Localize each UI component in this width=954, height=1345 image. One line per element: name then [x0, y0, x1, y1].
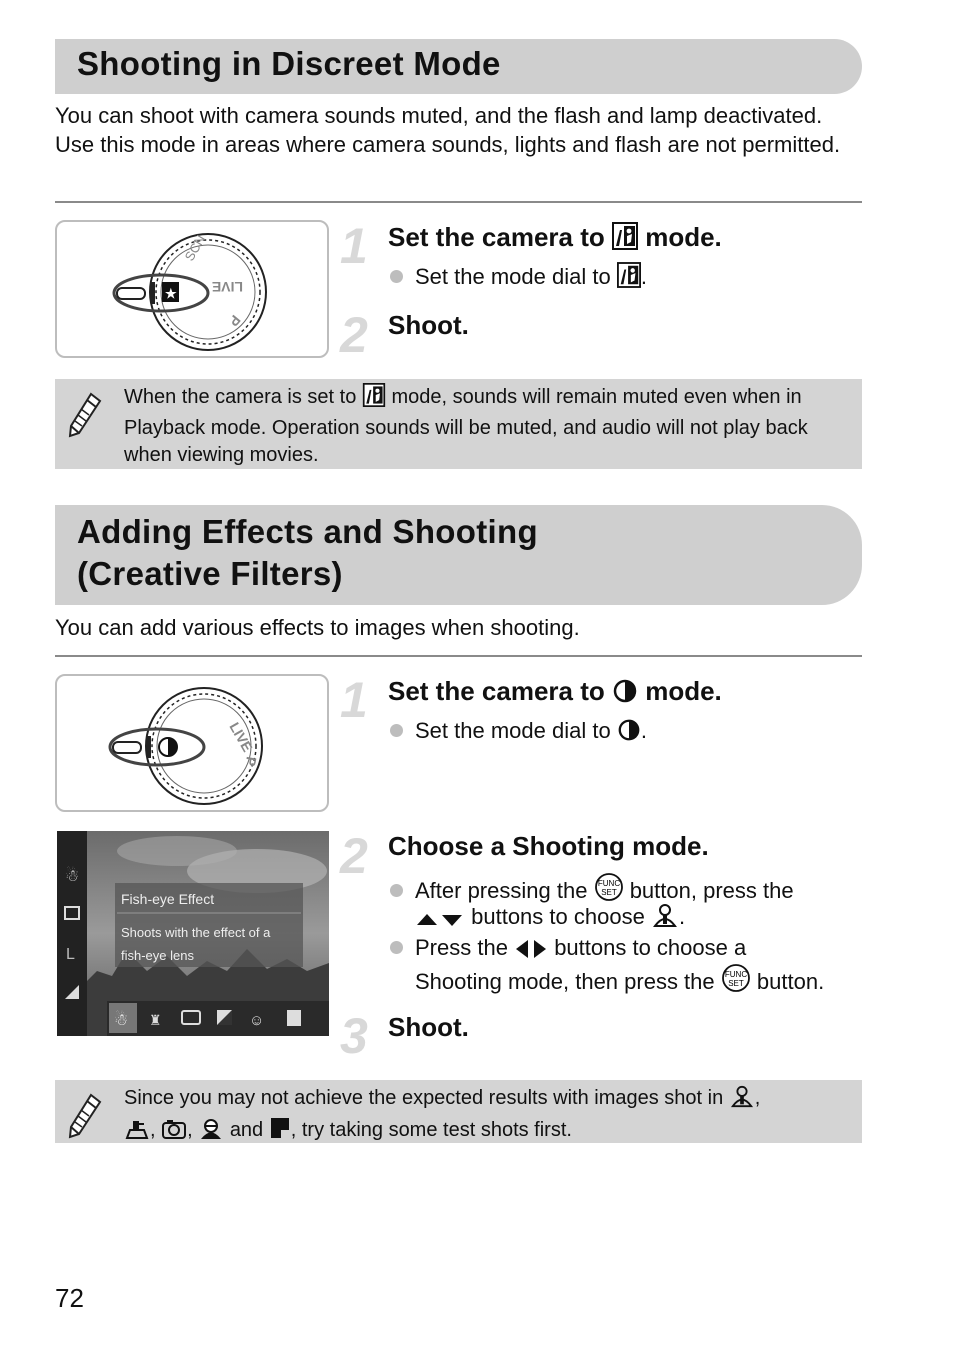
pencil-icon [67, 391, 103, 447]
bullet-continuation: Shooting mode, then press the FUNC SET button. [415, 963, 824, 1001]
miniature-effect-icon [124, 1118, 150, 1148]
bullet-dot [390, 270, 403, 283]
step-number: 2 [340, 307, 368, 363]
section-heading-creative-filters [55, 505, 862, 605]
bullet-dot [390, 884, 403, 897]
camera-screen-image [57, 831, 329, 1036]
bullet-continuation: buttons to choose . [415, 902, 685, 936]
note-box: Since you may not achieve the expected results with images shot in , , , and , try taking some test shots first. [55, 1080, 862, 1143]
fisheye-effect-icon [729, 1084, 755, 1116]
bullet-item: Set the mode dial to . [390, 262, 647, 296]
mode-dial-graphic [57, 676, 327, 810]
svg-text:FUNC: FUNC [597, 879, 620, 888]
divider [55, 201, 862, 203]
dial-label-p: P [242, 755, 260, 768]
dial-label-live: LIVE [226, 719, 256, 755]
svg-text:FUNC: FUNC [724, 970, 747, 979]
intro-text: You can add various effects to images when shooting. [55, 615, 580, 640]
divider [55, 655, 862, 657]
step-number: 2 [340, 828, 368, 884]
svg-text:☃: ☃ [65, 868, 80, 885]
svg-text:SET: SET [728, 979, 744, 988]
svg-text:L: L [66, 946, 75, 963]
dial-label-p: P [225, 312, 244, 330]
section-title-line2: (Creative Filters) [77, 555, 343, 592]
creative-filters-icon [612, 678, 638, 711]
dial-label-live: LIVE [211, 279, 243, 295]
up-down-arrows-icon [415, 906, 465, 936]
svg-text:♜: ♜ [149, 1012, 162, 1028]
svg-text:SET: SET [600, 888, 617, 897]
mode-dial-illustration [55, 674, 329, 812]
bullet-item: After pressing the FUNC SET button, press the [390, 872, 794, 910]
discreet-mode-icon [612, 222, 638, 257]
step-title: Set the camera to mode. [388, 675, 722, 711]
svg-text:☺: ☺ [249, 1012, 265, 1029]
mode-dial-graphic [57, 222, 327, 356]
bullet-item: Press the buttons to choose a [390, 933, 746, 967]
toy-camera-effect-icon [161, 1118, 187, 1148]
section-title-line1: Adding Effects and Shooting [77, 513, 538, 550]
func-set-button-icon [721, 963, 751, 1001]
intro-text: You can shoot with camera sounds muted, and the flash and lamp deactivated. Use this mode in areas where camera sounds, lights and flash are not permitted. [55, 103, 841, 157]
bullet-dot [390, 724, 403, 737]
step-title: Shoot. [388, 1012, 469, 1042]
section-title: Shooting in Discreet Mode [77, 45, 501, 82]
dial-label-scn: SCN [181, 232, 209, 264]
svg-text:☃: ☃ [114, 1012, 129, 1029]
menu-desc-1: Shoots with the effect of a [121, 925, 271, 940]
step-number: 1 [340, 672, 368, 728]
step-number: 3 [340, 1008, 368, 1064]
camera-screen-graphic [57, 831, 329, 1036]
monochrome-icon [198, 1118, 224, 1148]
step-title: Shoot. [388, 310, 469, 340]
step-title: Choose a Shooting mode. [388, 831, 709, 861]
page-number: 72 [55, 1283, 84, 1313]
bullet-item: Set the mode dial to . [390, 716, 647, 750]
discreet-mode-icon [362, 383, 386, 415]
bullet-dot [390, 941, 403, 954]
menu-desc-2: fish-eye lens [121, 948, 194, 963]
step-title: Set the camera to mode. [388, 221, 722, 257]
svg-text:★: ★ [165, 286, 177, 301]
menu-title: Fish-eye Effect [121, 891, 215, 907]
step-number: 1 [340, 218, 368, 274]
section-heading-discreet [55, 39, 862, 94]
poster-effect-icon [269, 1116, 291, 1148]
pencil-icon [67, 1092, 103, 1148]
note-box: When the camera is set to mode, sounds will remain muted even when in Playback mode. Operation sounds will be muted, and audio will not play back when viewing movies. [55, 379, 862, 469]
fisheye-effect-icon [651, 902, 679, 936]
mode-dial-illustration [55, 220, 329, 358]
creative-filters-icon [617, 718, 641, 750]
discreet-mode-icon [617, 262, 641, 296]
